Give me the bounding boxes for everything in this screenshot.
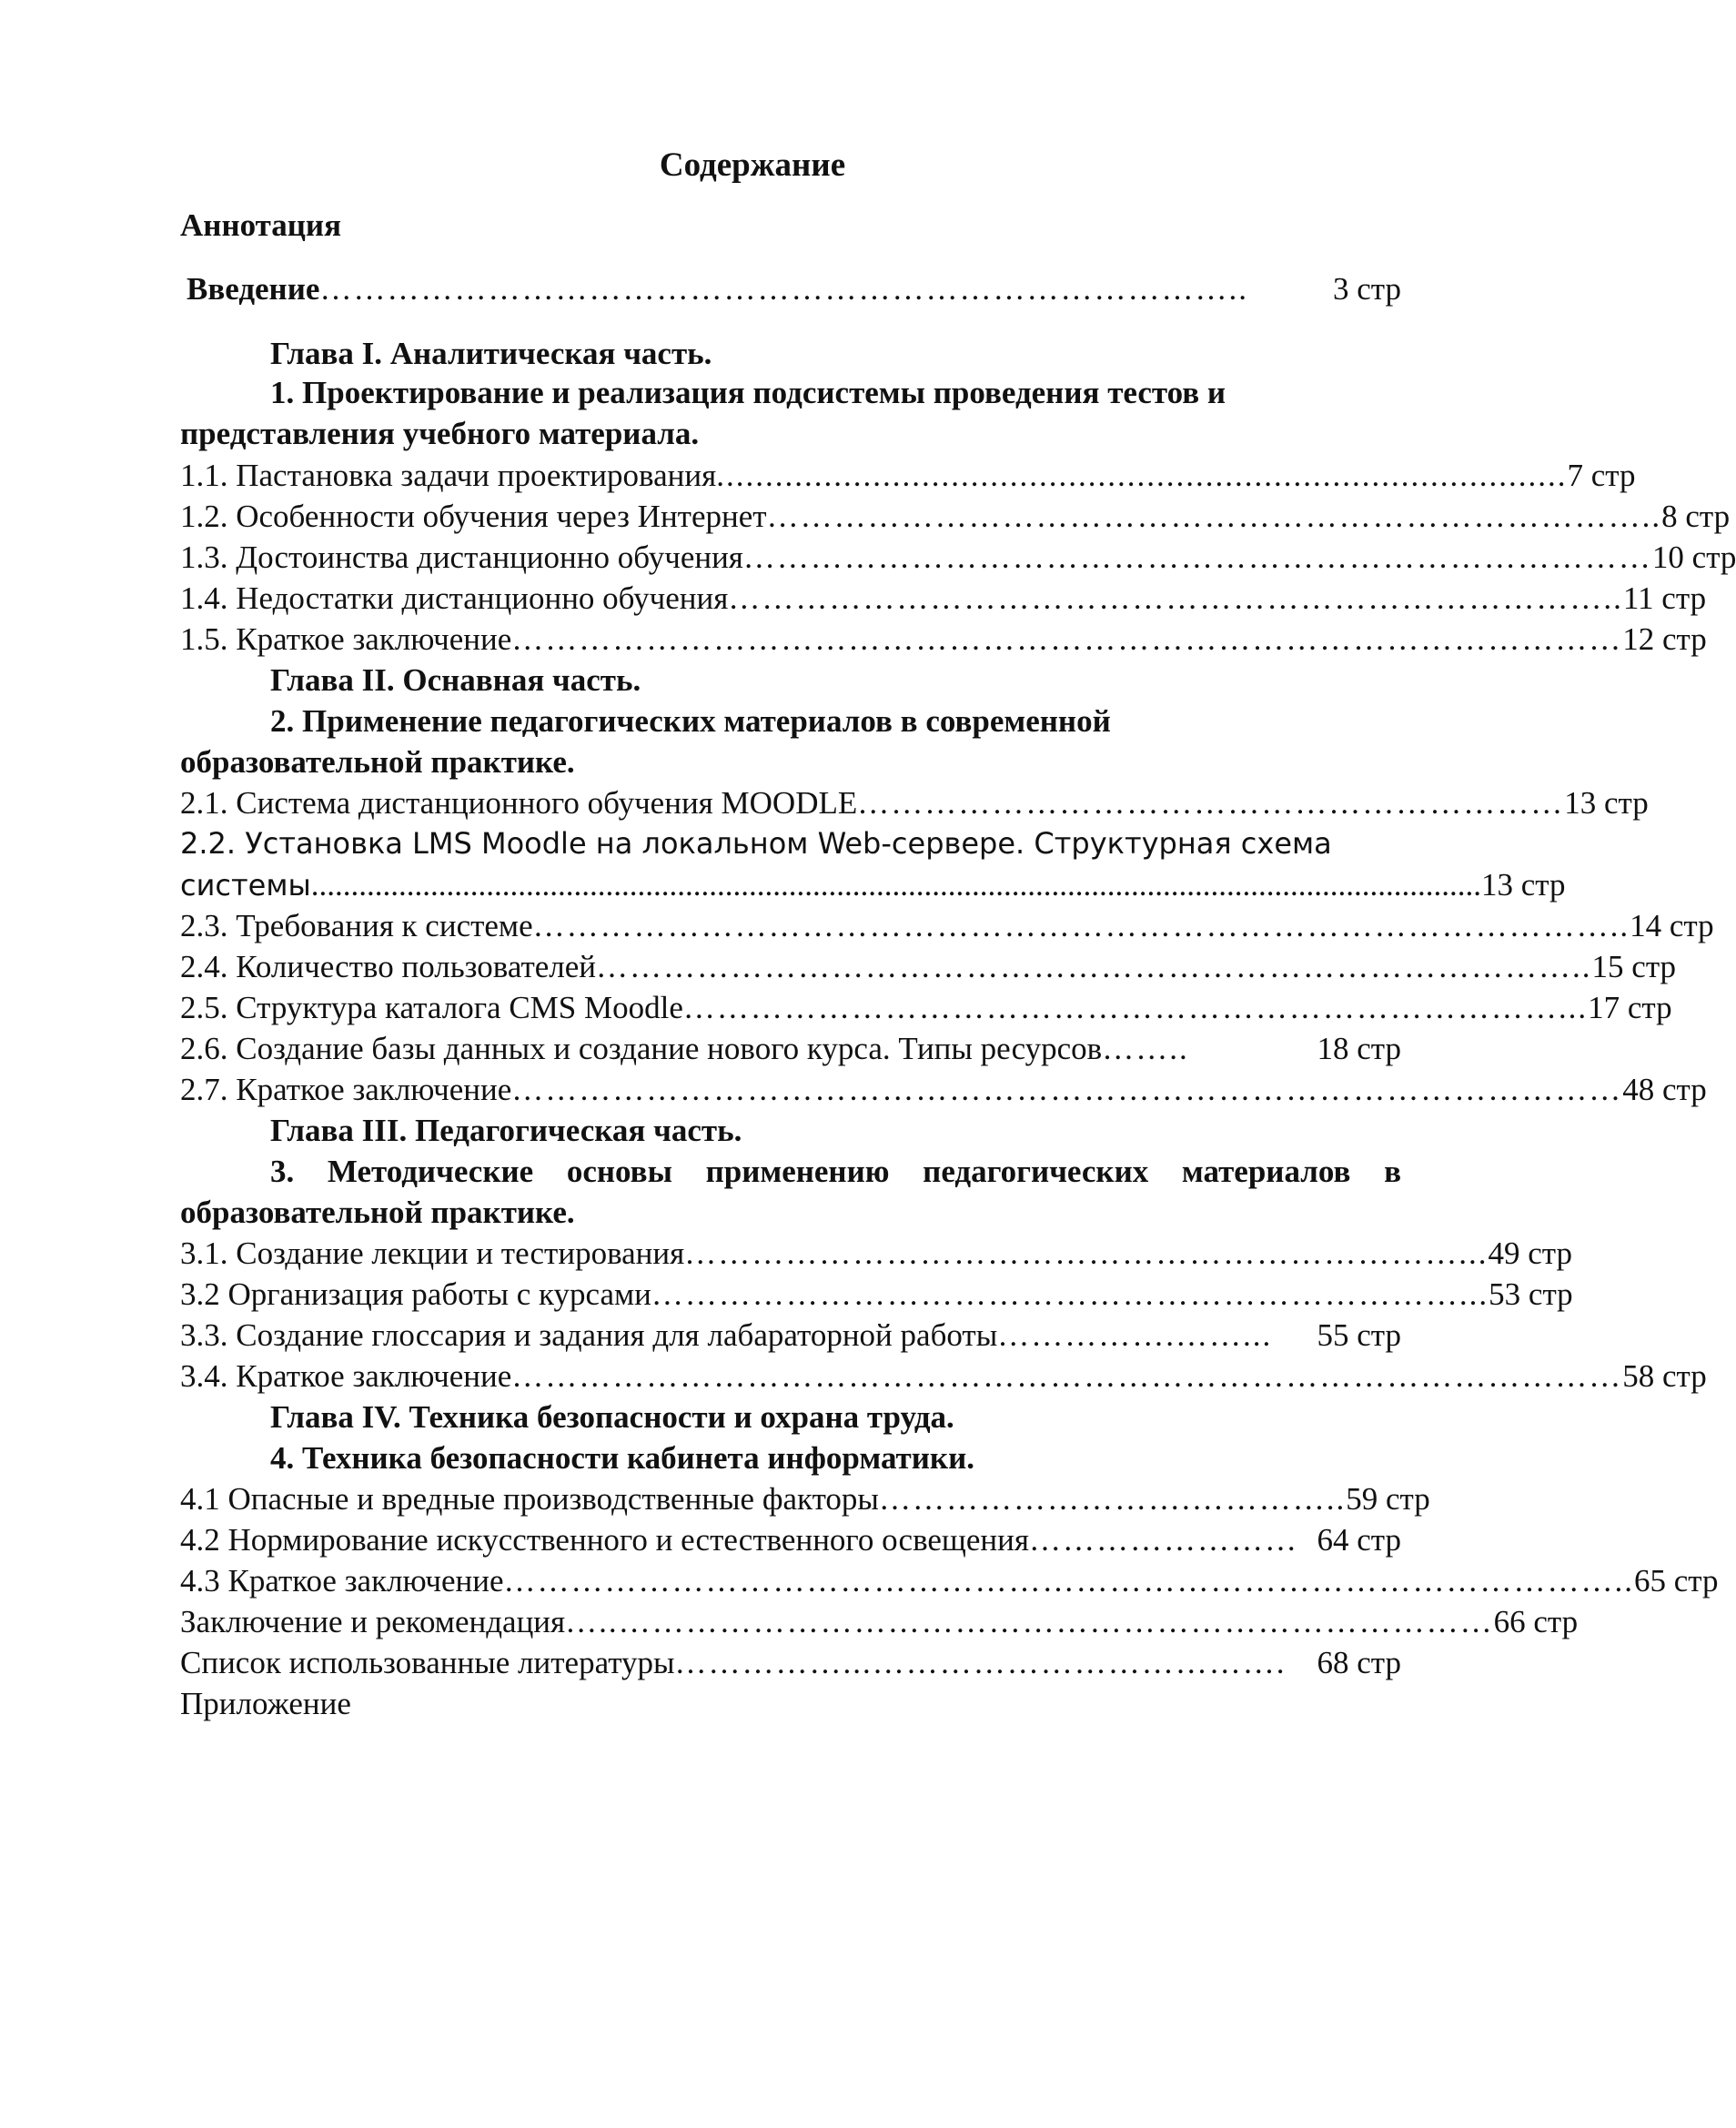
- toc-leader-dots: ……..: [1102, 1031, 1189, 1066]
- toc-entry: [180, 1233, 1572, 1274]
- toc-leader-dots: ………………………………………………………………………………………..: [503, 1563, 1634, 1599]
- section-2-title-line-2: образовательной практике.: [180, 744, 575, 780]
- toc-entry-conclusion: [180, 1601, 1579, 1642]
- toc-entry: [180, 578, 1707, 619]
- toc-entry: [180, 1274, 1573, 1315]
- toc-entry: [180, 619, 1707, 660]
- toc-page-number: 49 стр: [1488, 1235, 1572, 1271]
- toc-entry: [180, 1069, 1707, 1110]
- toc-page-number: 13 стр: [1480, 867, 1566, 903]
- toc-entry: [180, 496, 1731, 537]
- toc-leader-dots: ……………………: [1028, 1522, 1298, 1558]
- toc-entry-intro: [187, 268, 1401, 309]
- section-3-title-line-2: образовательной практике.: [180, 1195, 575, 1230]
- toc-entry: [180, 1356, 1707, 1397]
- toc-entry-label: 3.3. Создание глоссария и задания для лабараторной работы: [180, 1317, 998, 1353]
- toc-entry: [180, 1478, 1430, 1519]
- chapter-2-heading: Глава II. Оснавная часть.: [270, 662, 641, 698]
- toc-leader-dots: …………….……...: [997, 1317, 1273, 1353]
- toc-entry-label: 3.2 Организация работы с курсами: [180, 1276, 651, 1312]
- section-1-title-line-1: 1. Проектирование и реализация подсистемы проведения тестов и: [270, 375, 1226, 410]
- toc-entry-label: 1.3. Достоинства дистанционно обучения: [180, 540, 743, 575]
- section-3-title-line-1: 3. Методические основы применению педагогических материалов в: [270, 1154, 1401, 1189]
- toc-entry: [180, 537, 1736, 578]
- toc-leader-dots: ………………………………………………………: [857, 785, 1565, 821]
- toc-leader-dots: ……………………….…………..: [878, 1481, 1347, 1517]
- toc-entry-label: Заключение и рекомендация: [180, 1604, 566, 1639]
- toc-page-number: 65 стр: [1634, 1563, 1719, 1599]
- toc-entry-label-line-1: 2.2. Установка LMS Moodle на локальном Web-сервере. Структурная схема: [180, 826, 1332, 861]
- toc-page-number: 58 стр: [1622, 1358, 1707, 1394]
- toc-leader-dots: ………………………………………………………………………: [742, 540, 1652, 575]
- toc-page-number: 66 стр: [1493, 1604, 1579, 1639]
- toc-page-number: 17 стр: [1588, 990, 1672, 1025]
- toc-leader-dots: ...................................................................................................................................................: [310, 867, 1481, 903]
- toc-entry-label: 1.4. Недостатки дистанционно обучения: [180, 580, 729, 616]
- toc-entry-label: 2.7. Краткое заключение: [180, 1072, 512, 1107]
- toc-page-number: 18 стр: [1317, 1031, 1401, 1066]
- toc-leader-dots: ………………………………………………………………………………………: [511, 1072, 1623, 1107]
- toc-entry-label: 4.2 Нормирование искусственного и естественного освещения: [180, 1522, 1029, 1558]
- toc-entry-label: 2.5. Структура каталога CMS Moodle: [180, 990, 683, 1025]
- toc-entry-label: 2.3. Требования к системе: [180, 908, 533, 943]
- toc-entry-label: 1.1. Пастановка задачи проектирования: [180, 458, 717, 493]
- toc-leader-dots: ……………………………………………………………………………..: [596, 949, 1592, 984]
- toc-page-number: 3 стр: [1332, 271, 1401, 307]
- toc-page-number: 11 стр: [1622, 580, 1707, 616]
- toc-leader-dots: ………………………………………………………………...: [651, 1276, 1489, 1312]
- toc-entry-label: 1.5. Краткое заключение: [180, 621, 512, 657]
- toc-entry: [180, 905, 1714, 946]
- toc-entry: [180, 782, 1649, 823]
- toc-entry: [180, 946, 1677, 987]
- chapter-3-heading: Глава III. Педагогическая часть.: [270, 1113, 742, 1148]
- toc-entry-label: 2.6. Создание базы данных и создание нового курса. Типы ресурсов: [180, 1031, 1103, 1066]
- toc-leader-dots: …..……………………………………………………………………: [565, 1604, 1494, 1639]
- toc-page-number: 8 стр: [1661, 499, 1731, 534]
- toc-page-number: 14 стр: [1630, 908, 1714, 943]
- toc-leader-dots: ………………………………………………………………………………………: [511, 621, 1623, 657]
- toc-leader-dots: ……………………………………………………………………………………..: [532, 908, 1630, 943]
- toc-leader-dots: ………………………………………………………………………………………: [511, 1358, 1623, 1394]
- toc-entry-label: 3.1. Создание лекции и тестирования: [180, 1235, 685, 1271]
- chapter-4-heading: Глава IV. Техника безопасности и охрана труда.: [270, 1399, 954, 1435]
- page-title: Содержание: [659, 146, 846, 184]
- toc-entry: [180, 1028, 1401, 1069]
- toc-page-number: 10 стр: [1651, 540, 1736, 575]
- toc-entry-label: 3.4. Краткое заключение: [180, 1358, 512, 1394]
- toc-entry: [180, 864, 1566, 905]
- toc-page-number: 59 стр: [1346, 1481, 1430, 1517]
- toc-leader-dots: ……………………………………………………………………..: [728, 580, 1623, 616]
- toc-page-number: 53 стр: [1489, 1276, 1573, 1312]
- toc-entry: [180, 1315, 1401, 1356]
- chapter-1-heading: Глава I. Аналитическая часть.: [270, 336, 712, 371]
- toc-leader-dots: ………………………………………………………………………..: [319, 271, 1248, 307]
- toc-entry-label: Введение: [187, 271, 320, 307]
- toc-entry: [180, 455, 1636, 496]
- toc-entry-label: системы: [180, 868, 311, 903]
- toc-leader-dots: ……………………………………………………………………..: [766, 499, 1662, 534]
- section-4-title-line-1: 4. Техника безопасности кабинета информатики.: [270, 1440, 974, 1476]
- toc-page-number: 13 стр: [1564, 785, 1649, 821]
- toc-entry-label: 4.3 Краткое заключение: [180, 1563, 504, 1599]
- toc-leader-dots: ……………………………………………………………...: [684, 1235, 1489, 1271]
- toc-entry-appendix: Приложение: [180, 1686, 351, 1721]
- toc-entry-label: 2.1. Система дистанционного обучения MOODLE: [180, 785, 858, 821]
- toc-page-number: 55 стр: [1317, 1317, 1401, 1353]
- toc-leader-dots: .......................................................................................: [716, 458, 1568, 493]
- toc-leader-dots: ……………………………………………………………………...: [682, 990, 1589, 1025]
- toc-page-number: 64 стр: [1317, 1522, 1401, 1558]
- toc-leader-dots: ……………...……………………………….: [674, 1645, 1287, 1680]
- toc-page-number: 7 стр: [1567, 458, 1636, 493]
- toc-page-number: 12 стр: [1622, 621, 1707, 657]
- section-1-title-line-2: представления учебного материала.: [180, 416, 700, 451]
- toc-entry: [180, 1519, 1401, 1560]
- toc-entry-label: 4.1 Опасные и вредные производственные факторы: [180, 1481, 879, 1517]
- toc-entry: [180, 1560, 1719, 1601]
- toc-entry-label: Список использованные литературы: [180, 1645, 675, 1680]
- annotation-heading: Аннотация: [180, 207, 342, 243]
- toc-entry-label: 2.4. Количество пользователей: [180, 949, 597, 984]
- toc-entry: [180, 987, 1672, 1028]
- section-2-title-line-1: 2. Применение педагогических материалов в современной: [270, 703, 1111, 739]
- toc-page-number: 48 стр: [1622, 1072, 1707, 1107]
- toc-page-number: 68 стр: [1317, 1645, 1401, 1680]
- toc-entry-label: 1.2. Особенности обучения через Интернет: [180, 499, 767, 534]
- toc-entry-references: [180, 1642, 1401, 1683]
- toc-page-number: 15 стр: [1591, 949, 1677, 984]
